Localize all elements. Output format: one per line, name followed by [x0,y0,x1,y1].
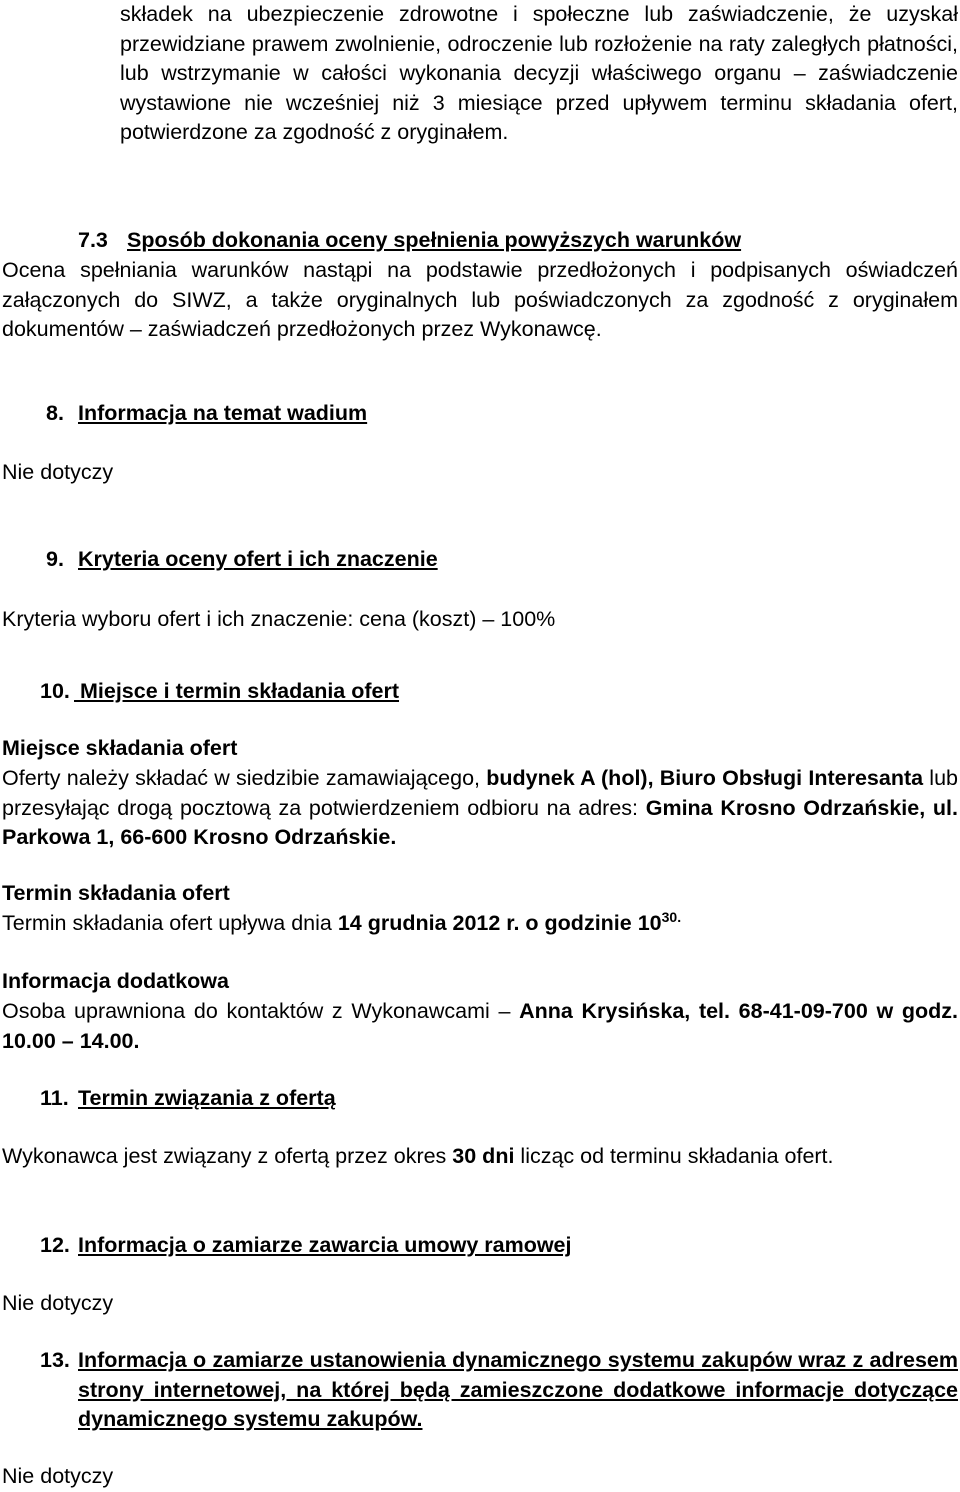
place-heading: Miejsce składania ofert [2,736,238,760]
section-13-title: Informacja o zamiarze ustanowienia dynamicznego systemu zakupów wraz z adresem strony internetowej, na której będą zamieszczone dodatkowe informacje dotyczące dynamicznego systemu zakupów. [78,1348,958,1431]
section-9-body: Kryteria wyboru ofert i ich znaczenie: cena (koszt) – 100% [2,607,556,631]
deadline-sup: 30. [661,908,682,925]
place-paragraph [2,764,958,853]
info-bold: Anna Krysińska, tel. 68-41-09-700 w godz. 10.00 – 14.00. [2,999,958,1053]
section-10-number: 10. [40,679,70,703]
section-8-body: Nie dotyczy [2,460,114,484]
section-11-text-2: licząc od terminu składania ofert. [514,1144,834,1168]
section-13-number: 13. [40,1348,70,1372]
section-7-3-body: Ocena spełniania warunków nastąpi na podstawie przedłożonych i podpisanych oświadczeń załączonych do SIWZ, a także oryginalnych lub poświadczonych za zgodność z oryginałem dokumentów – zaświadczeń przedłożonych przez Wykonawcę. [2,258,958,341]
section-12-number: 12. [40,1233,70,1257]
section-9-number: 9. [46,547,64,571]
section-11-text-bold: 30 dni [452,1144,515,1168]
info-heading: Informacja dodatkowa [2,969,229,993]
section-12-body: Nie dotyczy [2,1291,114,1315]
deadline-text: Termin składania ofert upływa dnia [2,911,338,935]
section-12-title: Informacja o zamiarze zawarcia umowy ramowej [78,1233,572,1257]
section-11-number: 11. [40,1086,69,1110]
intro-paragraph: składek na ubezpieczenie zdrowotne i społeczne lub zaświadczenie, że uzyskał przewidziane prawem zwolnienie, odroczenie lub rozłożenie na raty zaległych płatności, lub wstrzymanie w całości wykonania decyzji właściwego organu – zaświadczenie wystawione nie wcześniej niż 3 miesiące przed upływem terminu składania ofert, potwierdzone za zgodność z oryginałem. [120,2,958,144]
place-text-2: lub przesyłając drogą pocztową za potwierdzeniem odbioru na adres: [2,766,959,820]
section-9-title: Kryteria oceny ofert i ich znaczenie [78,547,438,571]
deadline-heading: Termin składania ofert [2,881,230,905]
section-11-body [2,1142,958,1172]
info-paragraph [2,997,958,1056]
place-text-bold-1: budynek A (hol), Biuro Obsługi Interesanta [486,766,924,790]
section-7-3-title: Sposób dokonania oceny spełnienia powyższych warunków [127,228,742,252]
deadline-bold: 14 grudnia 2012 r. o godzinie 10 [337,911,662,935]
section-10-title: Miejsce i termin składania ofert [74,679,400,703]
section-11-title: Termin związania z ofertą [78,1086,336,1110]
section-7-3-number: 7.3 [78,228,108,252]
place-text-bold-2: Gmina Krosno Odrzańskie, ul. Parkowa 1, 66-600 Krosno Odrzańskie. [2,795,958,849]
info-text: Osoba uprawniona do kontaktów z Wykonawcami – [2,999,520,1023]
deadline-paragraph [2,909,681,939]
section-11-text-1: Wykonawca jest związany z ofertą przez okres [2,1144,453,1168]
section-13-body: Nie dotyczy [2,1464,114,1488]
section-8-title: Informacja na temat wadium [78,401,368,425]
section-8-number: 8. [46,401,64,425]
place-text-1: Oferty należy składać w siedzibie zamawiającego, [2,766,487,790]
